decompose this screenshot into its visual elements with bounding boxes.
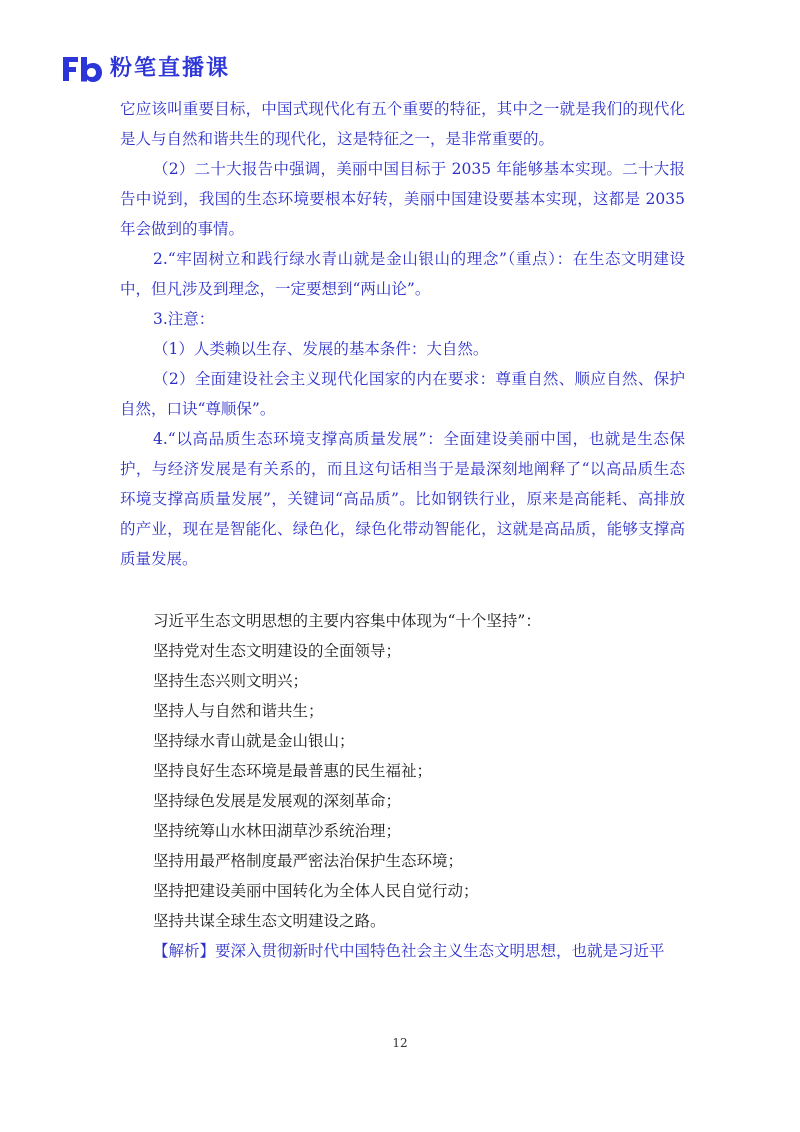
list-item: 坚持党对生态文明建设的全面领导； [153, 642, 402, 660]
list-item: 坚持绿色发展是发展观的深刻革命； [153, 792, 402, 810]
list-item: 坚持良好生态环境是最普惠的民生福祉； [153, 762, 433, 780]
header-logo [60, 52, 230, 86]
ten-adherences-list [120, 636, 685, 936]
brand-name: 粉笔直播课 [110, 56, 231, 81]
list-item: 坚持人与自然和谐共生； [153, 702, 324, 720]
list-item: 坚持统筹山水林田湖草沙系统治理； [153, 822, 402, 840]
list-item: 坚持把建设美丽中国转化为全体人民自觉行动； [153, 882, 479, 900]
section-gap [120, 574, 685, 606]
analysis-text: 要深入贯彻新时代中国特色社会主义生态文明思想，也就是习近平 [215, 942, 665, 960]
paragraph-modernization-feature: 它应该叫重要目标，中国式现代化有五个重要的特征，其中之一就是我们的现代化是人与自然和谐共生的现代化，这是特征之一，是非常重要的。 [120, 100, 685, 148]
paragraph-two-mountains: 2.“牢固树立和践行绿水青山就是金山银山的理念”（重点）：在生态文明建设中，但凡涉及到理念，一定要想到“两山论”。 [120, 250, 685, 298]
analysis-tag: 【解析】 [153, 942, 216, 960]
paragraph-note-2: （2）全面建设社会主义现代化国家的内在要求：尊重自然、顺应自然、保护自然，口诀“尊顺保”。 [120, 370, 685, 418]
paragraph-high-quality: 4.“以高品质生态环境支撑高质量发展”：全面建设美丽中国，也就是生态保护，与经济发展是有关系的，而且这句话相当于是最深刻地阐释了“以高品质生态环境支撑高质量发展”，关键词“高品质”。比如钢铁行业，原来是高能耗、高排放的产业，现在是智能化、绿色化，绿色化带动智能化，这就是高品质，能够支撑高质量发展。 [120, 430, 685, 568]
list-item: 坚持绿水青山就是金山银山； [153, 732, 355, 750]
analysis-paragraph [120, 936, 685, 966]
paragraph-note-heading: 3.注意： [153, 310, 215, 328]
document-body [120, 94, 685, 966]
paragraph-note-1: （1）人类赖以生存、发展的基本条件：大自然。 [153, 340, 489, 358]
paragraph-2035-goal: （2）二十大报告中强调，美丽中国目标于 2035 年能够基本实现。二十大报告中说到，我国的生态环境要根本好转，美丽中国建设要基本实现，这都是 2035 年会做到的事情。 [120, 160, 685, 238]
list-item: 坚持生态兴则文明兴； [153, 672, 309, 690]
list-item: 坚持用最严格制度最严密法治保护生态环境； [153, 852, 464, 870]
fenbi-logo-icon [60, 52, 104, 86]
page-number: 12 [392, 1036, 408, 1050]
ten-adherences-intro: 习近平生态文明思想的主要内容集中体现为“十个坚持”： [153, 612, 541, 630]
list-item: 坚持共谋全球生态文明建设之路。 [153, 912, 386, 930]
